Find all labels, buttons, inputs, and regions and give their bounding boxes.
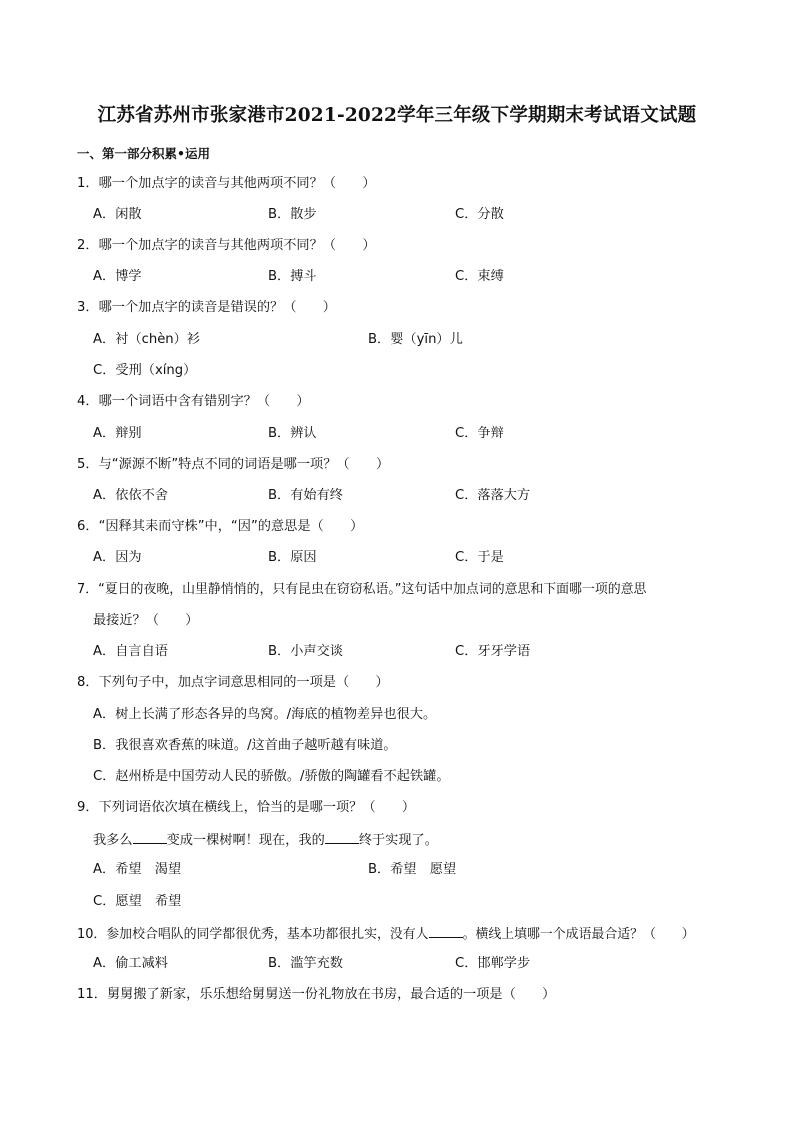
question-4-option-c: C．争辩 xyxy=(455,426,504,441)
question-6-option-b: B．原因 xyxy=(268,550,317,565)
question-11-stem: 11．舅舅搬了新家，乐乐想给舅舅送一份礼物放在书房，最合适的一项是（ ） xyxy=(77,987,556,1002)
question-2-stem: 2．哪一个加点字的读音与其他两项不同？（ ） xyxy=(77,238,376,253)
question-2-option-b: B．搏斗 xyxy=(268,269,317,284)
question-3-option-c: C．受刑（xíng） xyxy=(93,363,197,378)
question-1-stem: 1．哪一个加点字的读音与其他两项不同？（ ） xyxy=(77,176,376,191)
question-2-option-a: A．博学 xyxy=(93,269,142,284)
question-5-option-a: A．依依不舍 xyxy=(93,488,168,503)
question-10-option-a: A．偷工减料 xyxy=(93,956,168,971)
question-1-option-b: B．散步 xyxy=(268,207,317,222)
question-6-stem: 6．“因释其耒而守株”中，“因”的意思是（ ） xyxy=(77,519,364,534)
question-4-option-b: B．辨认 xyxy=(268,426,317,441)
question-9-sentence-part-3: 终于实现了。 xyxy=(358,833,438,848)
question-9-blank-1 xyxy=(133,830,167,844)
question-10-stem xyxy=(77,924,695,944)
question-7-option-c: C．牙牙学语 xyxy=(455,644,531,659)
question-4-option-a: A．辩别 xyxy=(93,426,142,441)
question-8-option-c: C．赵州桥是中国劳动人民的骄傲。/骄傲的陶罐看不起铁罐。 xyxy=(93,769,450,784)
question-8-option-b: B．我很喜欢香蕉的味道。/这首曲子越听越有味道。 xyxy=(93,738,397,753)
question-6-option-c: C．于是 xyxy=(455,550,504,565)
question-10-stem-part-2: 。横线上填哪一个成语最合适？（ ） xyxy=(462,927,695,942)
question-3-option-b: B．婴（yīn）儿 xyxy=(368,332,463,347)
question-5-option-b: B．有始有终 xyxy=(268,488,343,503)
question-8-option-a: A．树上长满了形态各异的鸟窝。/海底的植物差异也很大。 xyxy=(93,707,437,722)
question-3-option-a: A．衬（chèn）衫 xyxy=(93,332,201,347)
question-7-option-a: A．自言自语 xyxy=(93,644,168,659)
page-title: 江苏省苏州市张家港市2021-2022学年三年级下学期期末考试语文试题 xyxy=(97,105,697,126)
question-5-option-c: C．落落大方 xyxy=(455,488,531,503)
question-10-stem-part-1: 10．参加校合唱队的同学都很优秀，基本功都很扎实，没有人 xyxy=(77,927,429,942)
question-1-option-c: C．分散 xyxy=(455,207,504,222)
question-5-stem: 5．与“源源不断”特点不同的词语是哪一项？（ ） xyxy=(77,457,390,472)
section-heading: 一、第一部分积累•运用 xyxy=(77,146,210,161)
question-4-stem: 4．哪一个词语中含有错别字？（ ） xyxy=(77,394,310,409)
question-6-option-a: A．因为 xyxy=(93,550,142,565)
question-10-option-c: C．邯郸学步 xyxy=(455,956,531,971)
question-7-stem: 7．“夏日的夜晚，山里静悄悄的，只有昆虫在窃窃私语。”这句话中加点词的意思和下面哪一项的意思 xyxy=(77,582,647,597)
question-9-option-a: A．希望 渴望 xyxy=(93,862,182,877)
question-8-stem: 8．下列句子中，加点字词意思相同的一项是（ ） xyxy=(77,675,389,690)
question-9-sentence-part-2: 变成一棵树啊！现在，我的 xyxy=(166,833,325,848)
question-2-option-c: C．束缚 xyxy=(455,269,504,284)
question-9-stem: 9．下列词语依次填在横线上，恰当的是哪一项？（ ） xyxy=(77,800,416,815)
question-7-stem-continued: 最接近？（ ） xyxy=(93,613,199,628)
question-9-blank-2 xyxy=(325,830,359,844)
question-10-blank xyxy=(429,924,463,938)
question-9-option-c: C．愿望 希望 xyxy=(93,894,182,909)
question-10-option-b: B．滥竽充数 xyxy=(268,956,343,971)
question-9-sentence xyxy=(93,830,438,850)
question-3-stem: 3．哪一个加点字的读音是错误的？（ ） xyxy=(77,300,336,315)
question-1-option-a: A．闲散 xyxy=(93,207,142,222)
question-7-option-b: B．小声交谈 xyxy=(268,644,343,659)
question-9-sentence-part-1: 我多么 xyxy=(93,833,133,848)
question-9-option-b: B．希望 愿望 xyxy=(368,862,457,877)
